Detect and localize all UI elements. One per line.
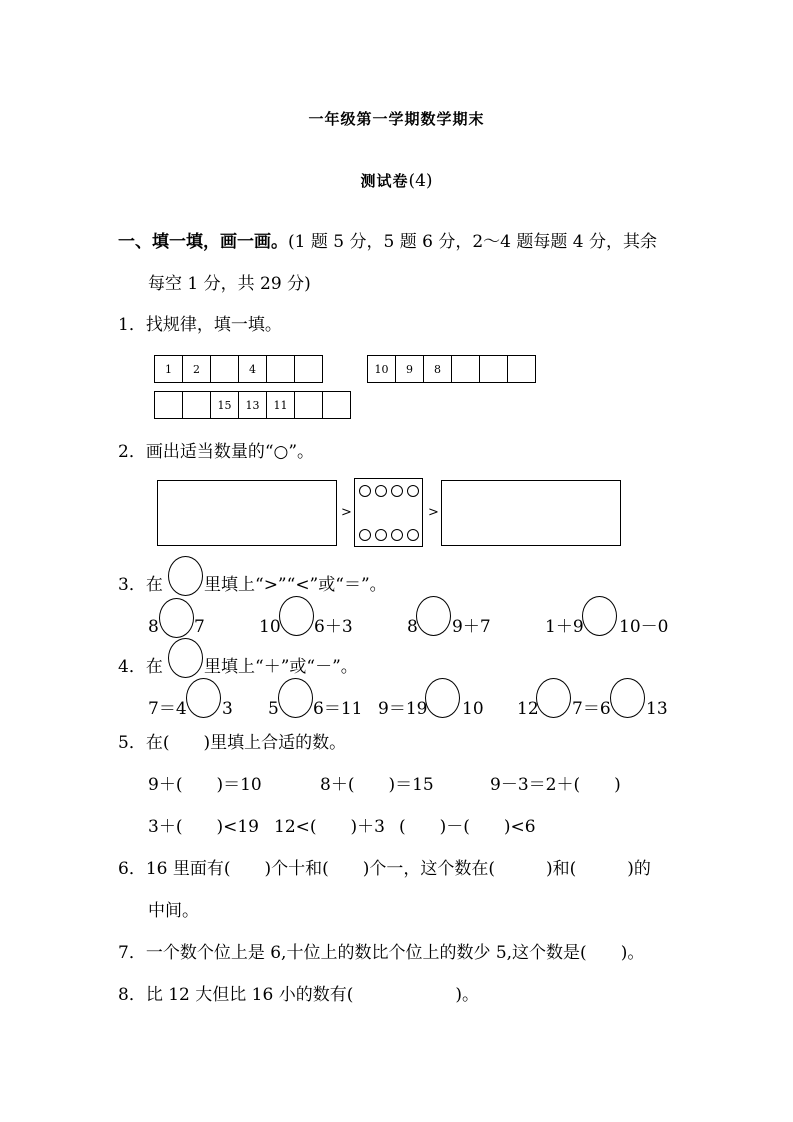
circle-icon [391,485,403,497]
q5-item[interactable]: 12<( )＋3 [274,817,385,837]
q4-expr-4c: 13 [646,699,668,719]
question-1: 1．找规律，填一填。 [118,315,282,335]
q4-expr-2b: 6＝11 [313,699,363,719]
seq-cell: 4 [239,356,267,383]
sequence-table-2 [367,355,536,383]
greater-than-sign: > [341,505,352,520]
answer-circle[interactable] [610,678,645,718]
q5-item[interactable]: ( )－( )<6 [399,817,536,837]
q4-expr-3b: 10 [462,699,484,719]
q3-left-3: 8 [407,617,418,637]
question-6: 6．16 里面有( )个十和( )个一，这个数在( )和( )的 [118,859,651,879]
section-title: 一、填一填，画一画。 [118,232,288,252]
circle-icon [375,529,387,541]
circle-icon [359,529,371,541]
q3-left-1: 8 [148,617,159,637]
q3-right-4: 10－0 [619,617,669,637]
answer-circle[interactable] [425,678,460,718]
subtitle-number: (4) [408,171,433,191]
section-heading [118,232,657,252]
answer-circle[interactable] [186,678,221,718]
q3-right-2: 6＋3 [314,617,353,637]
q3-left-4: 1＋9 [545,617,584,637]
q3-left-2: 10 [259,617,281,637]
circle-box-middle [354,478,423,547]
seq-cell: 15 [211,392,239,419]
seq-cell: 1 [155,356,183,383]
question-6-line2: 中间。 [148,901,199,921]
question-2: 2．画出适当数量的“○”。 [118,442,315,462]
question-4-prefix: 4．在 [118,657,163,677]
question-7: 7．一个数个位上是 6,十位上的数比个位上的数少 5,这个数是( )。 [118,943,645,963]
sequence-table-1 [154,355,323,383]
sequence-table-3 [154,391,351,419]
answer-circle-icon [168,556,203,596]
section-scoring-line2: 每空 1 分，共 29 分) [148,274,311,294]
greater-than-sign: > [428,505,439,520]
question-3-suffix: 里填上“>”“<”或“＝”。 [204,575,387,595]
q4-expr-1a: 7＝4 [148,699,187,719]
q5-item[interactable]: 3＋( )<19 [148,817,259,837]
page-subtitle [0,170,793,191]
subtitle-text: 测试卷 [360,172,409,190]
seq-cell-blank[interactable] [480,356,508,383]
answer-circle[interactable] [536,678,571,718]
seq-cell: 11 [267,392,295,419]
q5-item[interactable]: 9－3＝2＋( ) [490,775,621,795]
seq-cell-blank[interactable] [452,356,480,383]
seq-cell: 9 [396,356,424,383]
q5-item[interactable]: 9＋( )＝10 [148,775,262,795]
seq-cell-blank[interactable] [323,392,351,419]
q5-item[interactable]: 8＋( )＝15 [320,775,434,795]
q4-expr-4b: 7＝6 [572,699,611,719]
seq-cell-blank[interactable] [211,356,239,383]
q3-right-3: 9＋7 [452,617,491,637]
seq-cell-blank[interactable] [295,392,323,419]
answer-circle[interactable] [159,598,194,638]
seq-cell: 2 [183,356,211,383]
circle-icon [407,529,419,541]
seq-cell-blank[interactable] [508,356,536,383]
section-scoring: (1 题 5 分，5 题 6 分，2～4 题每题 4 分，其余 [288,232,657,252]
seq-cell: 10 [368,356,396,383]
q4-expr-1b: 3 [222,699,233,719]
draw-box-left[interactable] [157,480,337,546]
page-title: 一年级第一学期数学期末 [308,110,485,128]
circle-icon [391,529,403,541]
q3-right-1: 7 [194,617,205,637]
seq-cell-blank[interactable] [295,356,323,383]
answer-circle[interactable] [278,678,313,718]
seq-cell-blank[interactable] [267,356,295,383]
draw-box-right[interactable] [441,480,621,546]
question-8: 8．比 12 大但比 16 小的数有( )。 [118,985,479,1005]
circle-icon [407,485,419,497]
circle-icon [375,485,387,497]
question-5: 5．在( )里填上合适的数。 [118,733,347,753]
answer-circle[interactable] [279,596,314,636]
q4-expr-2a: 5 [268,699,279,719]
question-4-suffix: 里填上“＋”或“－”。 [204,657,358,677]
seq-cell: 13 [239,392,267,419]
answer-circle[interactable] [582,596,617,636]
seq-cell-blank[interactable] [183,392,211,419]
q4-expr-3a: 9＝19 [378,699,428,719]
circle-icon [359,485,371,497]
answer-circle[interactable] [416,596,451,636]
answer-circle-icon [168,638,203,678]
question-3-prefix: 3．在 [118,575,163,595]
seq-cell: 8 [424,356,452,383]
q4-expr-4a: 12 [517,699,539,719]
seq-cell-blank[interactable] [155,392,183,419]
